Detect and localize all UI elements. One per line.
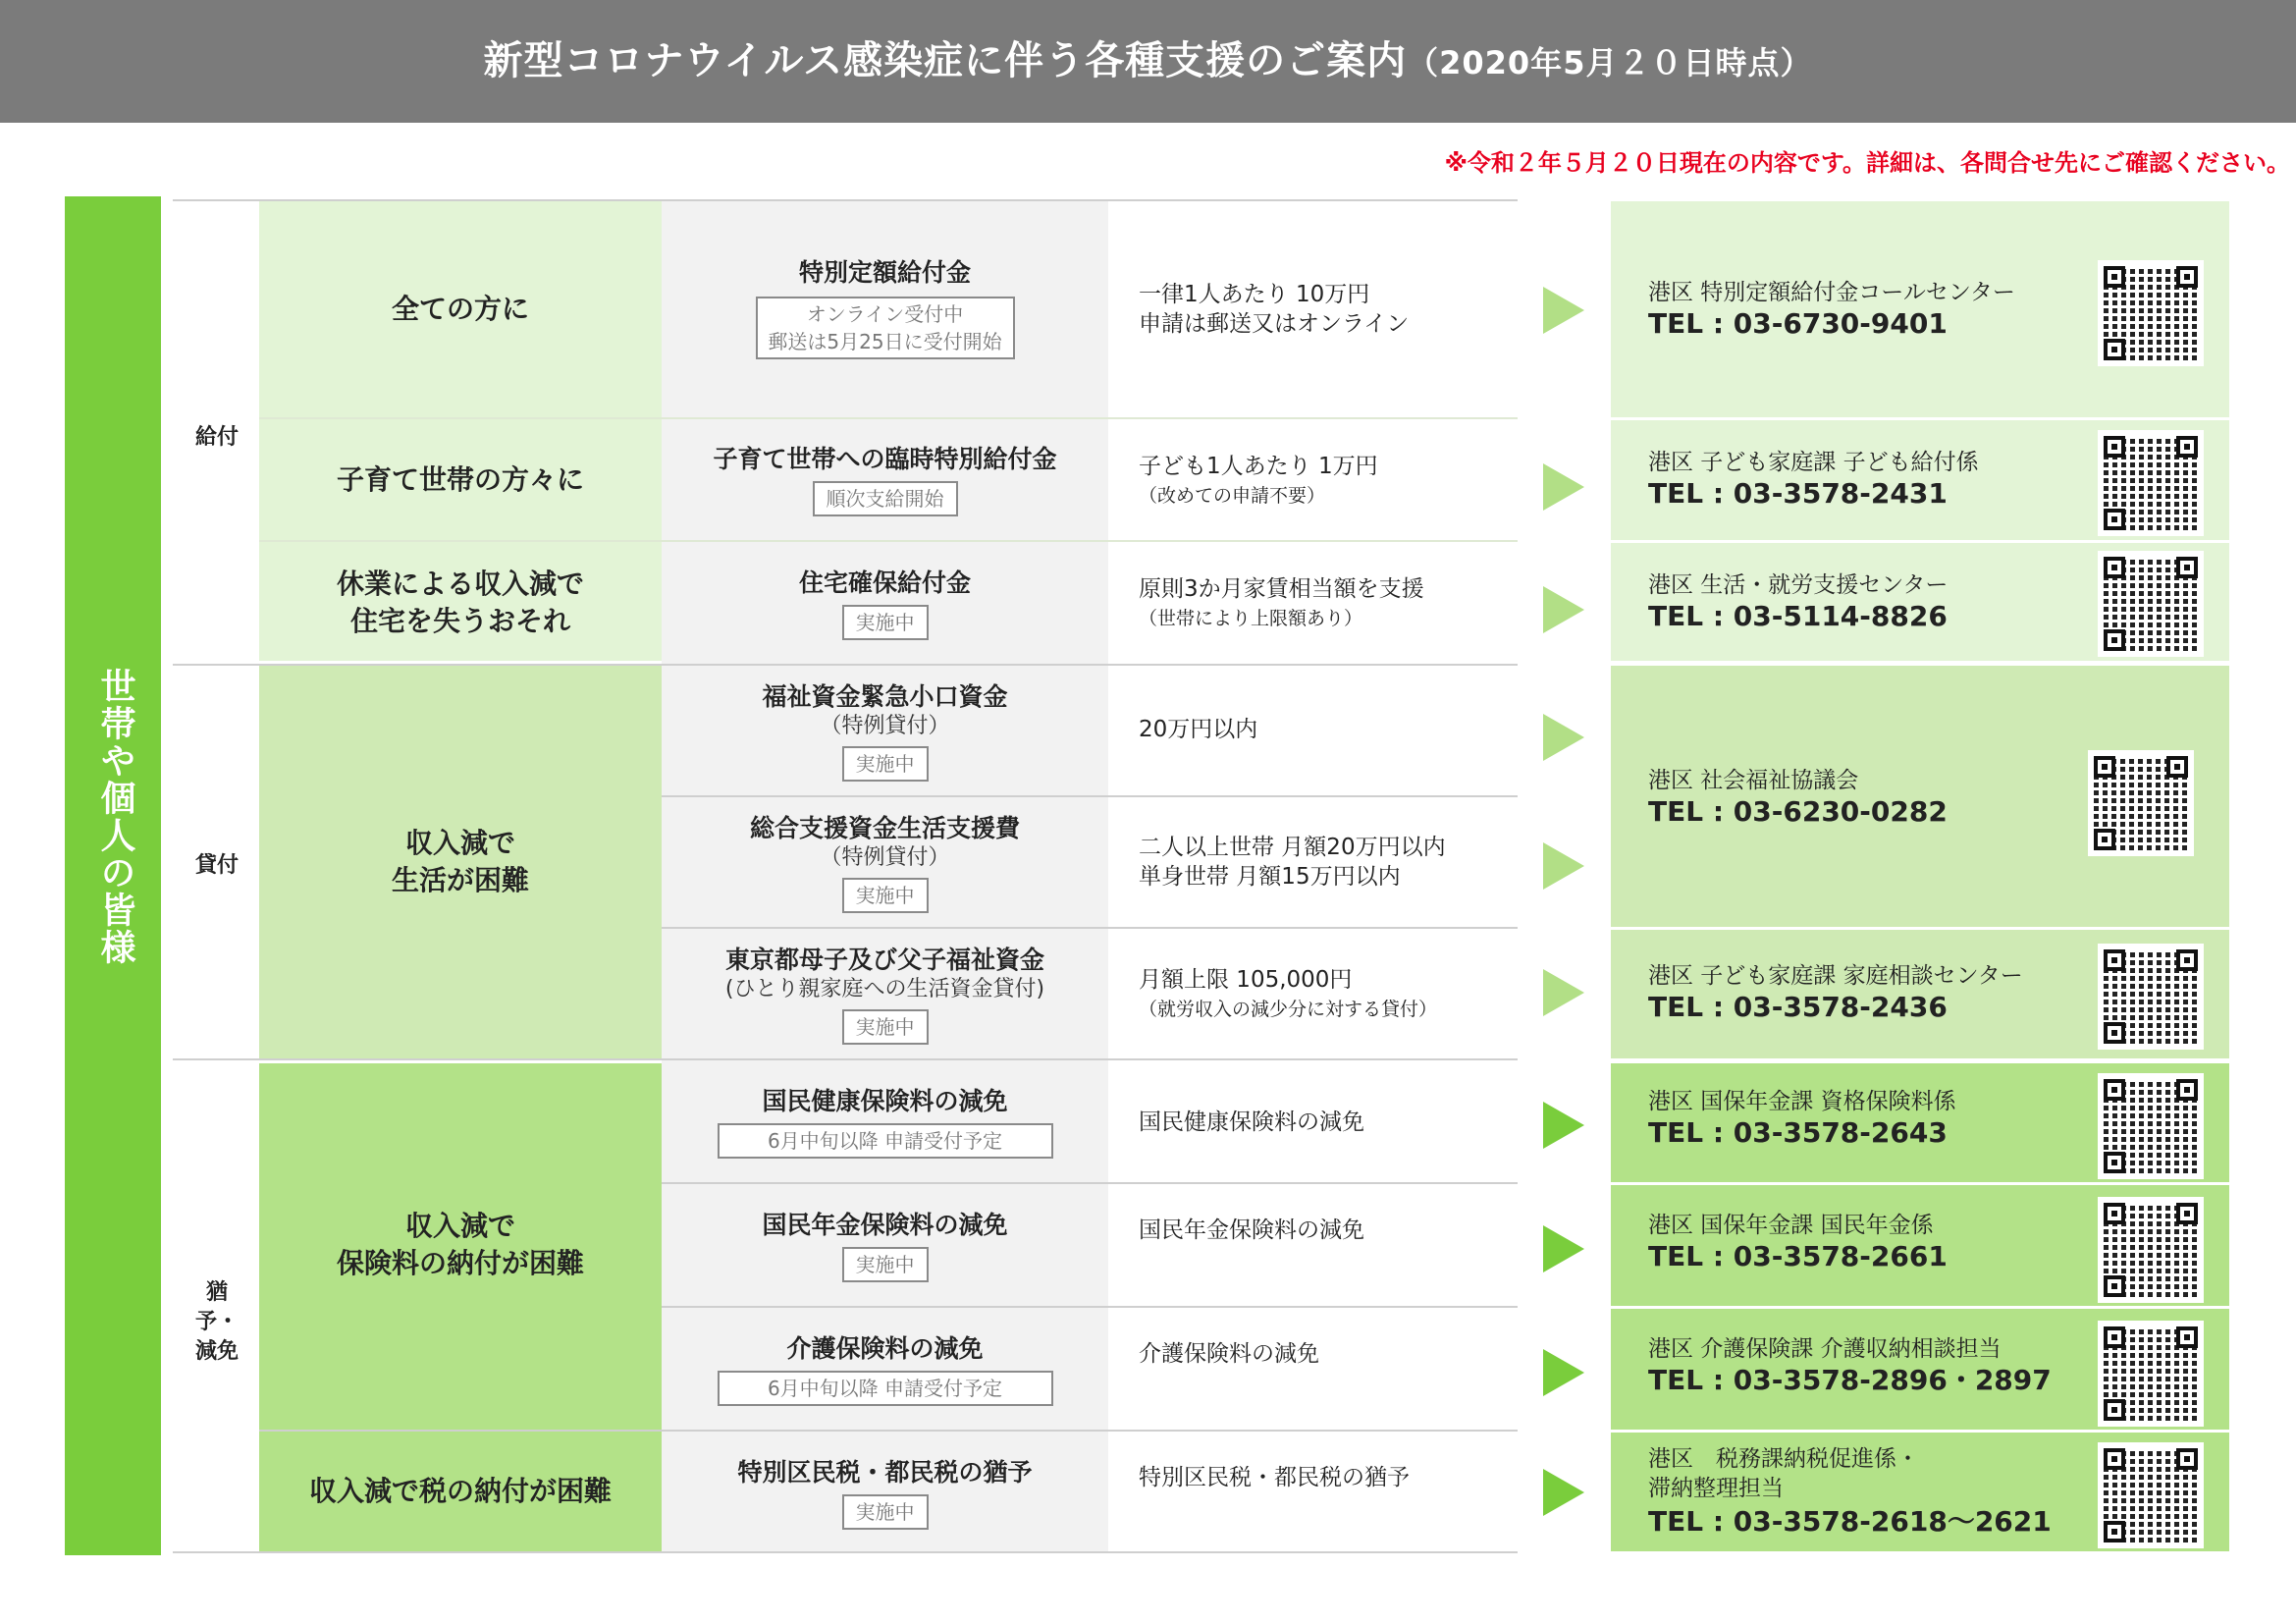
- contact-card: [1611, 201, 2229, 417]
- contact-tel: TEL : 03-3578-2896・2897: [1648, 1364, 2052, 1396]
- contact-card: [1611, 420, 2229, 540]
- qr-code-icon[interactable]: [2098, 430, 2204, 536]
- contact-office: 港区 生活・就労支援センター: [1648, 572, 1949, 598]
- target-child: [259, 419, 662, 540]
- divider: [662, 1306, 1518, 1308]
- qr-code-icon[interactable]: [2088, 750, 2194, 856]
- contact-card: [1611, 1061, 2229, 1182]
- support-name: 子育て世帯への臨時特別給付金: [713, 445, 1057, 473]
- support-item: [662, 1457, 1108, 1524]
- triangle-right-icon: [1543, 1102, 1584, 1149]
- status-badge: 実施中: [842, 605, 929, 640]
- target-housing: [259, 542, 662, 664]
- support-desc-block: [1139, 452, 1512, 511]
- support-desc-block: [1139, 965, 1512, 1024]
- category-kyufu: 給付: [194, 425, 239, 450]
- support-name: 特別区民税・都民税の猶予: [737, 1458, 1033, 1487]
- target-insurance: [259, 1060, 662, 1430]
- support-item: [662, 257, 1108, 353]
- triangle-right-icon: [1543, 1225, 1584, 1272]
- qr-code-icon[interactable]: [2098, 260, 2204, 366]
- divider: [662, 1182, 1518, 1184]
- support-name: 福祉資金緊急小口資金: [762, 682, 1008, 711]
- support-sub: (ひとり親家庭への生活資金貸付): [724, 977, 1045, 1001]
- contact-office: 港区 子ども家庭課 子ども給付係: [1648, 450, 1979, 475]
- contact-card: [1611, 1185, 2229, 1306]
- side-band: [65, 196, 161, 1555]
- support-desc: 20万円以内: [1139, 717, 1258, 742]
- contact-card: [1611, 666, 2229, 927]
- support-desc: 国民年金保険料の減免: [1139, 1217, 1364, 1243]
- target-label: 収入減で 生活が困難: [391, 827, 529, 896]
- support-desc: 原則3か月家賃相当額を支援: [1139, 576, 1424, 602]
- target-label: 休業による収入減で 住宅を失うおそれ: [336, 568, 584, 637]
- support-desc: 国民健康保険料の減免: [1139, 1109, 1364, 1135]
- support-name: 国民健康保険料の減免: [762, 1087, 1008, 1115]
- target-label: 収入減で 保険料の納付が困難: [336, 1210, 584, 1279]
- support-item: [662, 813, 1108, 907]
- contact-tel: TEL : 03-3578-2661: [1648, 1240, 1948, 1272]
- status-badge: 6月中旬以降 申請受付予定: [718, 1371, 1053, 1406]
- support-sub: （特例貸付）: [820, 845, 950, 870]
- support-note: （改めての申請不要）: [1139, 485, 1326, 507]
- triangle-right-icon: [1543, 714, 1584, 761]
- target-tax: [259, 1432, 662, 1551]
- divider: [173, 1551, 1518, 1553]
- page-title-date: （2020年5月２０日時点）: [1407, 44, 1813, 81]
- support-note: （就労収入の減少分に対する貸付）: [1139, 999, 1438, 1020]
- support-desc: 一律1人あたり 10万円 申請は郵送又はオンライン: [1139, 282, 1410, 337]
- contact-office: 港区 子ども家庭課 家庭相談センター: [1648, 963, 2023, 989]
- support-note: （世帯により上限額あり）: [1139, 608, 1363, 629]
- contact-office: 港区 介護保険課 介護収納相談担当: [1648, 1336, 2002, 1362]
- support-item: [662, 681, 1108, 776]
- notice-text: ※令和２年５月２０日現在の内容です。詳細は、各問合せ先にご確認ください。: [1444, 149, 2290, 177]
- triangle-right-icon: [1543, 1349, 1584, 1396]
- triangle-right-icon: [1543, 463, 1584, 511]
- support-desc: 二人以上世帯 月額20万円以内 単身世帯 月額15万円以内: [1139, 835, 1446, 890]
- support-name: 総合支援資金生活支援費: [749, 814, 1020, 842]
- contact-card: [1611, 1309, 2229, 1430]
- target-label: 全ての方に: [391, 293, 529, 325]
- support-desc: 介護保険料の減免: [1139, 1341, 1319, 1367]
- status-badge: 6月中旬以降 申請受付予定: [718, 1123, 1053, 1159]
- support-item: [662, 945, 1108, 1039]
- contact-card: [1611, 1433, 2229, 1551]
- contact-tel: TEL : 03-6230-0282: [1648, 795, 1948, 828]
- page-title-main: 新型コロナウイルス感染症に伴う各種支援のご案内: [483, 38, 1408, 83]
- target-label: 子育て世帯の方々に: [336, 462, 584, 496]
- status-badge: オンライン受付中 郵送は5月25日に受付開始: [756, 297, 1015, 359]
- support-sub: （特例貸付）: [820, 714, 950, 738]
- qr-code-icon[interactable]: [2098, 1321, 2204, 1427]
- support-name: 介護保険料の減免: [786, 1334, 984, 1363]
- support-item: [662, 444, 1108, 511]
- target-label: 収入減で税の納付が困難: [308, 1475, 612, 1507]
- qr-code-icon[interactable]: [2098, 551, 2204, 657]
- triangle-right-icon: [1543, 1469, 1584, 1516]
- status-badge: 実施中: [842, 878, 929, 913]
- support-item: [662, 1210, 1108, 1276]
- status-badge: 順次支給開始: [813, 481, 958, 516]
- contact-office: 港区 税務課納税促進係・ 滞納整理担当: [1648, 1446, 1919, 1501]
- support-item: [662, 568, 1108, 634]
- title-bar: [0, 0, 2296, 123]
- status-badge: 実施中: [842, 1247, 929, 1282]
- divider: [662, 795, 1518, 797]
- support-desc: 月額上限 105,000円: [1139, 967, 1353, 993]
- category-kashitsuke: 貸付: [194, 853, 239, 878]
- support-name: 特別定額給付金: [798, 258, 971, 287]
- contact-tel: TEL : 03-3578-2618～2621: [1648, 1505, 2052, 1538]
- contact-office: 港区 国保年金課 国民年金係: [1648, 1213, 1934, 1238]
- divider: [662, 927, 1518, 929]
- support-name: 国民年金保険料の減免: [762, 1211, 1008, 1239]
- page-title: [0, 0, 2296, 123]
- contact-tel: TEL : 03-3578-2431: [1648, 477, 1948, 510]
- support-desc: 特別区民税・都民税の猶予: [1139, 1465, 1410, 1490]
- contact-tel: TEL : 03-6730-9401: [1648, 307, 1948, 340]
- status-badge: 実施中: [842, 1494, 929, 1530]
- category-yuyo-label: 猶予・減免: [194, 1280, 239, 1364]
- target-all: [259, 201, 662, 417]
- category-yuyo: [173, 1278, 261, 1367]
- support-item: [662, 1333, 1108, 1400]
- support-name: 住宅確保給付金: [798, 568, 971, 597]
- contact-card: [1611, 543, 2229, 664]
- qr-code-icon[interactable]: [2098, 1442, 2204, 1548]
- contact-tel: TEL : 03-5114-8826: [1648, 600, 1948, 632]
- contact-office: 港区 社会福祉協議会: [1648, 768, 1859, 793]
- contact-card: [1611, 930, 2229, 1058]
- side-label: 世帯や個人の皆様: [95, 668, 135, 966]
- support-desc-block: [1139, 574, 1512, 633]
- qr-code-icon[interactable]: [2098, 1197, 2204, 1303]
- triangle-right-icon: [1543, 969, 1584, 1016]
- support-item: [662, 1086, 1108, 1153]
- status-badge: 実施中: [842, 1009, 929, 1045]
- contact-tel: TEL : 03-3578-2436: [1648, 991, 1948, 1023]
- target-living: [259, 666, 662, 1058]
- qr-code-icon[interactable]: [2098, 1073, 2204, 1179]
- qr-code-icon[interactable]: [2098, 944, 2204, 1050]
- support-desc: 子ども1人あたり 1万円: [1139, 454, 1378, 479]
- support-name: 東京都母子及び父子福祉資金: [724, 946, 1044, 974]
- triangle-right-icon: [1543, 842, 1584, 890]
- triangle-right-icon: [1543, 287, 1584, 334]
- status-badge: 実施中: [842, 746, 929, 782]
- triangle-right-icon: [1543, 586, 1584, 633]
- contact-office: 港区 国保年金課 資格保険料係: [1648, 1089, 1956, 1114]
- contact-tel: TEL : 03-3578-2643: [1648, 1116, 1948, 1149]
- contact-office: 港区 特別定額給付金コールセンター: [1648, 280, 2015, 305]
